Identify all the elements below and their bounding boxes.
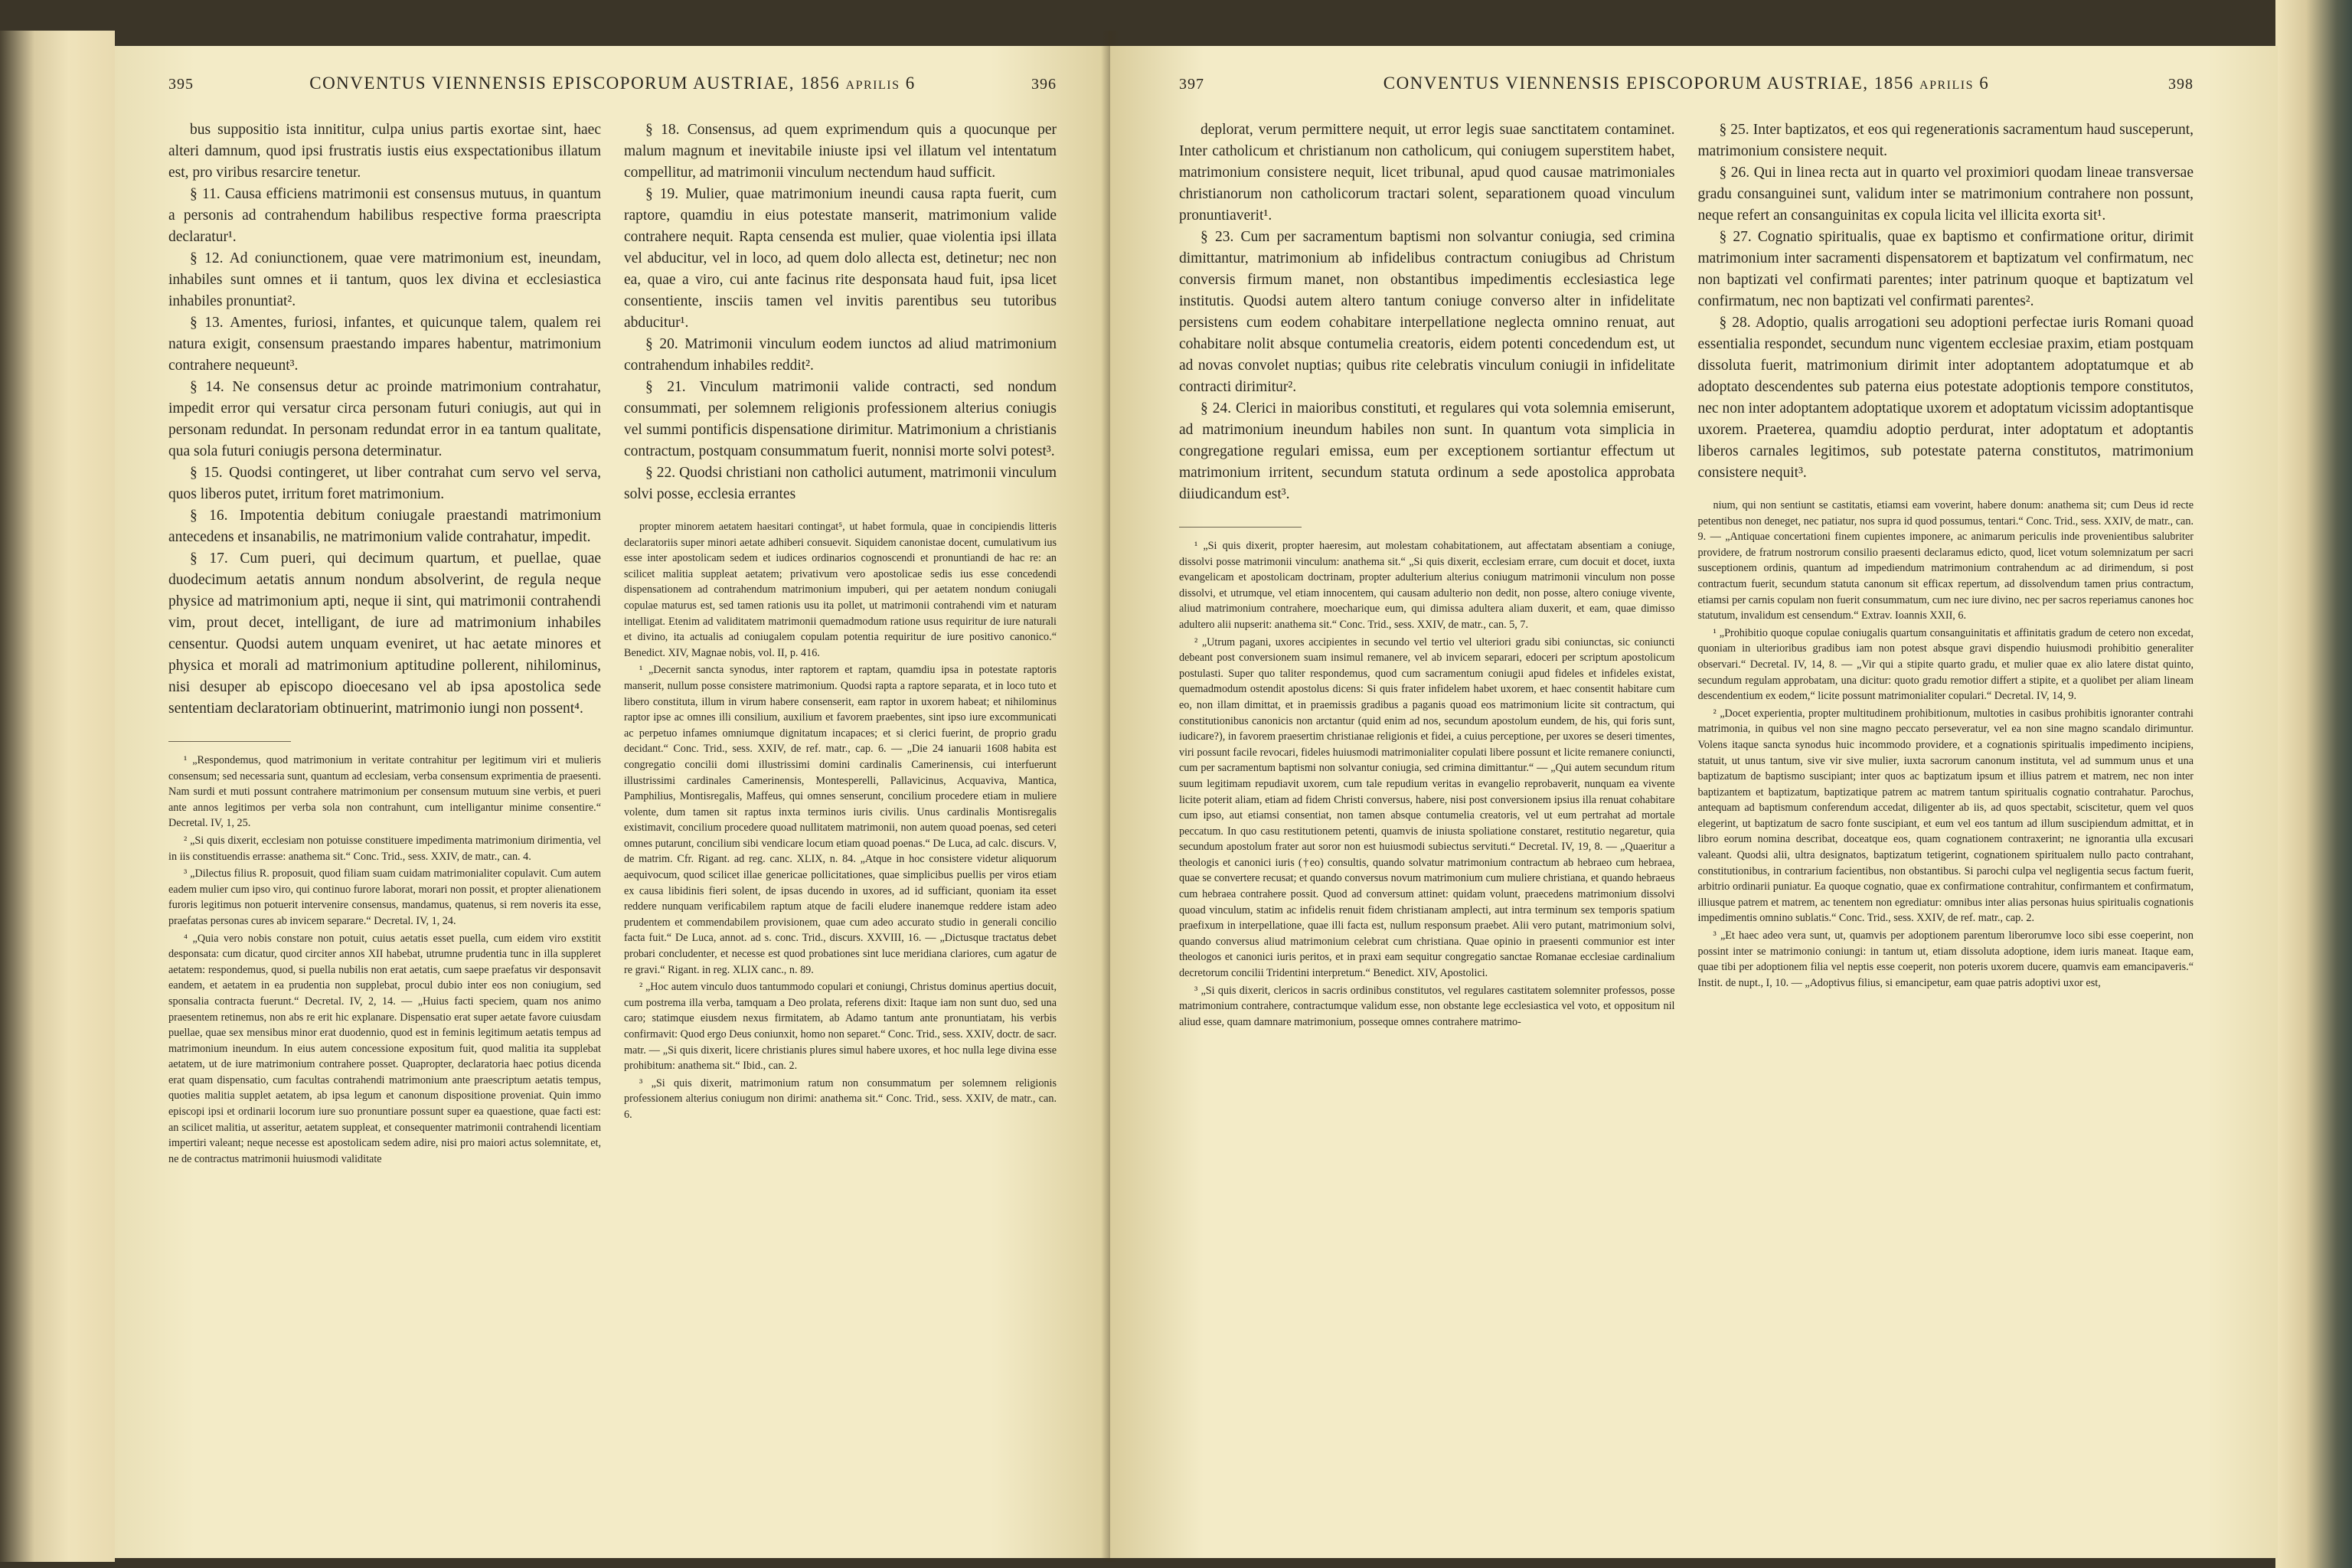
right-page-header bbox=[1179, 74, 2194, 109]
right-main-text bbox=[1179, 119, 2194, 1031]
left-footnotes-col2 bbox=[624, 519, 1057, 1123]
left-page bbox=[115, 46, 1110, 1558]
paragraph: § 28. Adoptio, qualis arrogationi seu adoptioni perfectae iuris Romani quoad essentialia respondet, secundum nunc vigentem ecclesiae praxim, etiam postquam dissoluta fuerit, matrimonium dirimit inter adoptantem adoptatumque et ab adoptato descendentes sub paterna eius potestate adoptionis tempore constitutos, nec non inter adoptantem adoptatique uxorem et adoptatum vicissim adoptantisque uxorem. Praeterea, quamdiu adoptio perdurat, inter adoptatum et adoptantis liberos carnales legitimos, sub potestate paterna constitutos, matrimonium consistere nequit³. bbox=[1697, 315, 2194, 481]
paragraph: § 25. Inter baptizatos, et eos qui regenerationis sacramentum haud susceperunt, matrimonium consistere nequit. bbox=[1697, 122, 2194, 159]
paragraph: § 15. Quodsi contingeret, ut liber contrahat cum servo vel serva, quos liberos putet, irritum foret matrimonium. bbox=[168, 465, 601, 502]
paragraph: bus suppositio ista innititur, culpa unius partis exortae sint, haec alteri damnum, quod ipsi frustratis iustis eius exspectationibus illatum est, pro viribus resarcire tenetur. bbox=[168, 122, 601, 181]
right-column-2 bbox=[1698, 119, 2194, 1031]
right-page bbox=[1110, 46, 2278, 1558]
right-running-title: CONVENTUS VIENNENSIS EPISCOPORUM AUSTRIAE, 1856 aprilis 6 bbox=[1383, 74, 1990, 93]
footnote: ² „Utrum pagani, uxores accipientes in secundo vel tertio vel ulteriori gradu sibi coniunctas, sic coniuncti debeant post conversionem suam insimul remanere, vel ab invicem separari, edoceri per scriptum apostolicum postulasti. Super quo taliter respondemus, quod cum sacramentum coniugii apud fideles et infideles existat, quemadmodum ostendit apostolus dicens: Si quis frater infidelem habet uxorem, et haec consentit habitare cum eo, non illam dimittat, et in praemissis gradibus a paganis quoad eos matrimonium licite sit contractum, qui constitutionibus canonicis non arctantur (quid enim ad nos, secundum apostolum eundem, de his, qui foris sunt, iudicare?), in favorem praesertim christianae religionis et fidei, a cuius perceptione, per uxores se deseri timentes, viri possunt facile revocari, fideles huiusmodi matrimonialiter copulati libere possunt et licite remanere coniuncti, cum per sacramentum baptismi non solvantur coniugia, sed crimina dimittantur.“ — „Qui autem secundum ritum suum legitimam repudiavit uxorem, cum tale repudium veritas in evangelio reprobaverit, nunquam ea vivente licite poterit aliam, etiam ad fidem Christi conversus, habere, nisi post conversionem ipsius illa renuat cohabitare cum ipso, aut etiamsi consentiat, non tamen absque contumelia creatoris, vel ut eum pertrahat ad mortale peccatum. In quo casu restitutionem petenti, quamvis de iniusta spoliatione constaret, restitutio negaretur, quia secundum apostolum frater aut soror non est huiusmodi subiectus servituti.“ Decretal. IV, 19, 8. — „Quaeritur a theologis et canonici iuris (†eo) consultis, quando solvatur matrimonium contractum ab hebraeo cum hebraea, quae se convertere recusat; et quando conversus novum matrimonium cum muliere christiana, et quando hebraeus cum hebraea contrahere possit. Quod ad conversum attinet: quidam volunt, praecedens matrimonium dissolvi quoad vinculum, statim ac infidelis renuit fidem christianam amplecti, aut intra terminum sex temporis spatium praefixum in interpellatione, quae illi facta est, nullum responsum praebet. Alii vero putant, matrimonium solvi, quando conversus aliud matrimonium celebrat cum christiana. Quae opinio in praesenti communior est inter theologos et canonici iuris peritos, et in praxi eam sequitur congregatio sanctae Romanae ecclesiae cardinalium decretorum concilii Tridentini interpretum.“ Benedict. XIV, Apostolici. bbox=[1179, 635, 1675, 980]
footnote: ² „Si quis dixerit, ecclesiam non potuisse constituere impedimenta matrimonium dirimentia, vel in iis constituendis errasse: anathema sit.“ Conc. Trid., sess. XXIV, de matr., can. 4. bbox=[168, 834, 601, 863]
footnote: ¹ „Si quis dixerit, propter haeresim, aut molestam cohabitationem, aut affectatam absentiam a coniuge, dissolvi posse matrimonii vinculum: anathema sit.“ „Si quis dixerit, ecclesiam errare, cum docuit et docet, iuxta evangelicam et apostolicam doctrinam, propter adulterium alterius coniugum matrimonii vinculum non posse dissolvi, et utrumque, vel etiam innocentem, qui causam adulterio non dedit, non posse, altero coniuge vivente, aliud matrimonium contrahere, moecharique eum, qui dimissa adultera aliam duxerit, et eam, quae dimisso adultero alii nupserit: anathema sit.“ Conc. Trid., sess. XXIV, de matr., can. 5, 7. bbox=[1179, 540, 1675, 631]
footnote: ¹ „Decernit sancta synodus, inter raptorem et raptam, quamdiu ipsa in potestate raptoris manserit, nullum posse consistere matrimonium. Quodsi rapta a raptore separata, et in loco tuto et libero constituta, illum in virum habere consenserit, eam raptor in uxorem habeat; et nihilominus raptor ipse ac omnes illi consilium, auxilium et favorem praebentes, sint ipso iure excommunicati ac perpetuo infames omniumque dignitatum incapaces; et si clerici fuerint, de proprio gradu decidant.“ Conc. Trid., sess. XXIV, de ref. matr., cap. 6. — „Die 24 ianuarii 1608 habita est congregatio concilii domi illustrissimi domini cardinalis Camerinensis, cui interfuerunt illustrissimi cardinales Camerinensis, Montesperelli, Pallavicinus, Acquaviva, Mantica, Pamphilius, Montisregalis, Maffeus, qui omnes senserunt, concilium procedere etiam in muliere volente, dum tamen sit raptus inxta terminos iuris civilis. Unus cardinalis Montisregalis existimavit, concilium procedere quoad nullitatem matrimonii, non autem quoad poenas, sed ceteri omnes putarunt, concilium sibi vendicare locum etiam quoad poenas.“ De Luca, ad calc. discurs. V, de matrim. Cfr. Rigant. ad reg. canc. XLIX, n. 84. „Atque in hoc consistere videtur aliquorum aequivocum, quod scilicet illae genericae pollicitationes, quae simplicibus puellis per viros etiam ex causa libidinis fieri solent, de ipsas ducendo in uxores, ad id sufficiant, quoniam ita esset reddere nunquam verificabilem raptum atque de facili eludere inanemque reddere istam adeo prudentem et commendabilem provisionem, quae cum adeo accurato studio in generali concilio facta fuit.“ De Luca, annot. ad s. conc. Trid., discurs. XXVIII, 16. — „Dictusque tractatus debet probari concludenter, et necesse est quod probationes sint luce meridiana clariores, cum agatur de re gravi.“ Rigant. in reg. XLIX canc., n. 89. bbox=[624, 664, 1057, 976]
paragraph: § 20. Matrimonii vinculum eodem iunctos ad aliud matrimonium contrahendum inhabiles reddit². bbox=[624, 336, 1057, 374]
footnote: ³ „Si quis dixerit, matrimonium ratum non consummatum per solemnem religionis professionem alterius coniugum non dirimi: anathema sit.“ Conc. Trid., sess. XXIV, de matr., can. 6. bbox=[624, 1076, 1057, 1121]
paragraph: § 11. Causa efficiens matrimonii est consensus mutuus, in quantum a personis ad contrahendum habilibus respective forma praescripta declaratur¹. bbox=[168, 186, 601, 245]
right-footnotes-col1 bbox=[1179, 538, 1675, 1030]
paragraph: § 13. Amentes, furiosi, infantes, et quicunque talem, qualem rei natura exigit, consensum praestando impares habentur, matrimonium contrahere nequeunt³. bbox=[168, 315, 601, 374]
right-page-number: 397 bbox=[1179, 76, 1204, 93]
paragraph: § 26. Qui in linea recta aut in quarto vel proximiori quodam lineae transversae gradu consanguinei sunt, validum inter se matrimonium contrahere non possunt, neque refert an consanguinitas ex copula licita vel illicita exorta sit¹. bbox=[1697, 165, 2194, 224]
footnote: ³ „Et haec adeo vera sunt, ut, quamvis per adoptionem parentum liberorumve loco sibi esse coeperint, non possint inter se matrimonio coniungi: in tantum ut, etiam dissoluta adoptione, idem iuris maneat. Itaque eam, quae tibi per adoptionem filia vel neptis esse coeperit, non poteris uxorem ducere, quamvis eam emancipaveris.“ Instit. de nupt., I, 10. — „Adoptivus filius, si emancipetur, eam quae patris adoptivi uxor est, bbox=[1697, 929, 2194, 989]
paragraph: § 19. Mulier, quae matrimonium ineundi causa rapta fuerit, cum raptore, quamdiu in eius potestate manserit, matrimonium valide contrahere nequit. Rapta censenda est mulier, quae violentia ipsi illata vel abducitur, vel in loco, ad quem dolo allecta est, detinetur; nec non ea, quae a viro, cui ante facinus rite desponsata haud fuit, ipsa licet consentiente, insciis tamen vel invitis parentibus seu tutoribus abducitur¹. bbox=[624, 186, 1057, 331]
footnote: ² „Hoc autem vinculo duos tantummodo copulari et coniungi, Christus dominus apertius docuit, cum postrema illa verba, tamquam a Deo prolata, referens dixit: Itaque iam non sunt duo, sed una caro; statimque eiusdem nexus firmitatem, ab Adamo tantum ante pronuntiatam, his verbis confirmavit: Quod ergo Deus coniunxit, homo non separet.“ Conc. Trid., sess. XXIV, doctr. de sacr. matr. — „Si quis dixerit, licere christianis plures simul habere uxores, et hoc nulla lege divina esse prohibitum: anathema sit.“ Ibid., can. 2. bbox=[624, 981, 1057, 1073]
footnote: ³ „Si quis dixerit, clericos in sacris ordinibus constitutos, vel regulares castitatem solemniter professos, posse matrimonium contrahere, contractumque validum esse, non obstante lege ecclesiastica vel voto, et oppositum nil aliud esse, quam damnare matrimonium, posseque omnes contrahere matrimo- bbox=[1179, 984, 1675, 1028]
footnote: ² „Docet experientia, propter multitudinem prohibitionum, multoties in casibus prohibitis ignoranter contrahi matrimonia, in quibus vel non sine magno peccato perseveratur, vel ea non sine magno scandalo dirimuntur. Volens itaque sancta synodus huic incommodo providere, et a cognationis spiritualis impedimento incipiens, statuit, ut unus tantum, sive vir sive mulier, iuxta sacrorum canonum instituta, vel ad summum unus et una baptizatum de baptismo suscipiant; inter quos ac baptizatum ipsum et illius patrem et matrem, nec non inter baptizantem et baptizatum, baptizatique patrem ac matrem tantum spiritualis cognatio contrahatur. Parochus, antequam ad baptismum conferendum accedat, diligenter ab iis, ad quos spectabit, sciscitetur, quem vel quos elegerint, ut baptizatum de sacro fonte suscipiant, et eum vel eos tantum ad illum suscipiendum admittat, et in libro eorum nomina describat, doceatque eos, quam cognationem contraxerint; ne ignorantia ulla excusari valeant. Quodsi alii, ultra designatos, baptizatum tetigerint, cognationem spiritualem nullo pacto contrahant, constitutionibus, in contrarium facientibus, non obstantibus. Si parochi culpa vel negligentia secus factum fuerit, arbitrio ordinarii puniatur. Ea quoque cognatio, quae ex confirmatione contrahitur, confirmantem et confirmatum, illiusque patrem et matrem, ac tenentem non egrediatur: omnibus inter alias personas huius spiritualis cognationis impedimentis omnino sublatis.“ Conc. Trid., sess. XXIV, de ref. matr., cap. 2. bbox=[1697, 707, 2194, 925]
footnote: ¹ „Prohibitio quoque copulae coniugalis quartum consanguinitatis et affinitatis gradum de cetero non excedat, quoniam in ulterioribus gradibus iam non potest absque gravi dispendio huiusmodi prohibitio generaliter observari.“ Decretal. IV, 14, 8. — „Vir qui a stipite quarto gradu, et mulier quae ex alio latere distat quinto, secundum regulam approbatam, una dicitur: quoto gradu remotior differt a stipite, et a quolibet per aliam lineam descendentium ex eodem,“ licite possunt matrimonialiter copulari.“ Decretal. IV, 14, 9. bbox=[1697, 626, 2194, 703]
left-page-number: 395 bbox=[168, 76, 194, 93]
paragraph: § 23. Cum per sacramentum baptismi non solvantur coniugia, sed crimina dimittantur, matrimonium ab infidelibus contractum coniugibus ad Christum conversis firmum manet, non obstantibus impedimentis ecclesiastica lege institutis. Quodsi autem altero tantum coniuge converso alter in infidelitate persistens cum eodem cohabitare interpellatione neglecta omnino renuat, aut cohabitare nolit absque contumelia creatoris, eidem potenti concedendum est, ut ad novas convolet nuptias; quibus rite celebratis vinculum coniugii in infidelitate contracti dirimitur². bbox=[1179, 229, 1675, 395]
footnote: ³ „Dilectus filius R. proposuit, quod filiam suam cuidam matrimonialiter copulavit. Cum autem eadem mulier cum ipso viro, qui continuo furore laborat, morari non possit, et propter alienationem furoris legitimus non potuerit intervenire consensus, mandamus, quatenus, si rem noveris ita esse, praefatas personas cures ab invicem separare.“ Decretal. IV, 1, 24. bbox=[168, 867, 601, 927]
paragraph: § 22. Quodsi christiani non catholici autument, matrimonii vinculum solvi posse, ecclesia errantes bbox=[624, 465, 1057, 502]
left-main-text bbox=[168, 119, 1057, 1168]
left-footnotes-col1 bbox=[168, 753, 601, 1167]
paragraph: § 27. Cognatio spiritualis, quae ex baptismo et confirmatione oritur, dirimit matrimonium inter sacramenti dispensatorem et baptizatum vel confirmatum, nec non baptizati vel confirmati parentes; inter patrinum quoque et baptizatum vel confirmatum, nec non baptizati vel confirmati parentes². bbox=[1697, 229, 2194, 309]
footnote: propter minorem aetatem haesitari contingat⁵, ut habet formula, quae in concipiendis litteris declaratoriis super minori aetate adhiberi consuevit. Siquidem canonistae docent, cumulativum ius esse inter apostolicam sedem et iudices ordinarios cognoscendi et pronuntiandi de hac re: an scilicet malitia suppleat aetatem; privativum vero apostolicae sedis ius esse concedendi dispensationem ad contrahendum matrimonium impuberi, qui per aetatem nondum coniugali copulae maturus est, sed tamen rationis usu ita pollet, ut matrimonii contrahendi vim et naturam intelligat. Etenim ad validitatem matrimonii quemadmodum ratione usus requiritur de iure naturali et divino, ita actualis ad coniugalem copulam potentia requiritur de iure positivo canonico.“ Benedict. XIV, Magnae nobis, vol. II, p. 416. bbox=[624, 521, 1057, 659]
footnote: ¹ „Respondemus, quod matrimonium in veritate contrahitur per legitimum viri et mulieris consensum; sed necessaria sunt, quantum ad ecclesiam, verba consensum exprimentia de praesenti. Nam surdi et muti possunt contrahere matrimonium per consensum mutuum sine verbis, et pueri ante annos legitimos per verba sola non contrahunt, cum intelligantur minime consentire.“ Decretal. IV, 1, 25. bbox=[168, 754, 601, 830]
paragraph: § 14. Ne consensus detur ac proinde matrimonium contrahatur, impedit error qui versatur circa personam futuri coniugis, aut qui in personam redundat. In personam redundat error in ea tantum qualitate, qua sola futuri coniugis persona determinatur. bbox=[168, 379, 601, 459]
footnote-divider bbox=[168, 741, 291, 742]
right-column-1 bbox=[1179, 119, 1675, 1031]
book-edge-left bbox=[0, 31, 115, 1562]
paragraph: § 17. Cum pueri, qui decimum quartum, et puellae, quae duodecimum aetatis annum nondum absolverint, de regula neque physice ad matrimonium apti, neque ii sint, qui matrimonii contrahendi vim, prout decet, intelligant, de iure ad matrimonium inhabiles censentur. Quodsi autem unquam eveniret, ut hac aetate minores et physica et morali ad matrimonium aptitudine pollerent, nihilominus, nisi desuper ab episcopo dioecesano vel ab ipsa apostolica sede sententiam declaratoriam obtinuerint, matrimonio iungi non possent⁴. bbox=[168, 550, 601, 717]
left-page-number-secondary: 396 bbox=[1031, 76, 1057, 93]
paragraph: § 12. Ad coniunctionem, quae vere matrimonium est, ineundam, inhabiles sunt omnes et ii tantum, quos lex divina et ecclesiastica inhabiles pronuntiat². bbox=[168, 250, 601, 309]
paragraph: § 21. Vinculum matrimonii valide contracti, sed nondum consummati, per solemnem religionis professionem alterius coniugis vel summi pontificis dispensatione dirimitur. Matrimonium a christianis contractum, postquam consummatum fuerit, nonnisi morte solvi potest³. bbox=[624, 379, 1057, 459]
right-footnotes-col2 bbox=[1698, 498, 2194, 991]
left-column-2 bbox=[624, 119, 1057, 1168]
left-page-header bbox=[168, 74, 1057, 109]
footnote: ⁴ „Quia vero nobis constare non potuit, cuius aetatis esset puella, cum eidem viro exstitit desponsata: cum dicatur, quod circiter annos XII habebat, utrumne prudentia tunc in illa suppleret aetatem: respondemus, quod, si puella nubilis non erat aetatis, cum saepe praefatus vir desponsavit eandem, et aetatem in ea prudentia non supplebat, procul dubio inter eos non coniugium, sed sponsalia contracta fuerunt.“ Decretal. IV, 2, 14. — „Huius facti speciem, quam nos animo praesentem retinemus, non abs re erit hic explanare. Dispensatio erat super aetate favore cuiusdam puellae, quae sex mensibus minor erat duodennio, quod est in feminis legitimum aetatis tempus ad matrimonium ineundum. In eius autem concessione expositum fuit, quod malitia ita supplebat aetatem, ut de iure matrimonium contrahere posset. Quapropter, declaratoria haec potius dicenda erat quam dispensatio, cum facultas contrahendi matrimonium ante praescriptum aetatis tempus, quoties malitia supplet aetatem, ab ipsa legum et canonum dispositione proveniat. Quin immo episcopi ipsi et ordinarii locorum iure suo pronuntiare possunt super ea quaestione, quae facti est: an scilicet malitia, ut asseritur, aetatem suppleat, et consequenter matrimonii contrahendi licentiam impertiri valeant; neque necesse est apostolicam sedem adire, nisi pro maiori actus solemnitate, et, ne de contractus matrimonii huiusmodi validitate bbox=[168, 932, 601, 1165]
paragraph: § 18. Consensus, ad quem exprimendum quis a quocunque per malum magnum et inevitabile iniuste ipsi vel illatum vel intentatum compellitur, ad matrimonii vinculum nectendum haud sufficit. bbox=[624, 122, 1057, 181]
paragraph: § 24. Clerici in maioribus constituti, et regulares qui vota solemnia emiserunt, ad matrimonium ineundum habiles non sunt. In quantum vota simplicia in congregatione regulari emissa, eum per exceptionem sortiantur effectum ut matrimonium irritent, secundum statuta ordinum a sede apostolica approbata diiudicandum est³. bbox=[1179, 400, 1675, 502]
footnote-divider bbox=[1179, 527, 1302, 528]
paragraph: § 16. Impotentia debitum coniugale praestandi matrimonium antecedens et insanabilis, ne matrimonium valide contrahatur, impedit. bbox=[168, 508, 601, 545]
footnote: nium, qui non sentiunt se castitatis, etiamsi eam voverint, habere donum: anathema sit; cum Deus id recte petentibus non deneget, nec patiatur, nos supra id quod possumus, tentari.“ Conc. Trid., sess. XXIV, de matr., can. 9. — „Antiquae concertationi finem cupientes imponere, ac animarum periculis inde provenientibus salubriter providere, de fratrum nostrorum consilio praesenti declaramus edicto, quod, licet votum solemnizatum per sacri susceptionem ordinis, quantum ad impediendum matrimonium contrahendum ac ad dirimendum, si post contractum fuerit, secundum statuta canonum sit efficax repertum, ad dissolvendum tamen prius contractum, etiamsi per carnis copulam non fuerit consummatum, cum nec iure divino, nec per sacros reperiamus canones hoc statutum, invalidum est censendum.“ Extrav. Ioannis XXII, 6. bbox=[1697, 499, 2194, 622]
book-edge-right bbox=[2275, 0, 2352, 1568]
left-column-1 bbox=[168, 119, 601, 1168]
left-running-title: CONVENTUS VIENNENSIS EPISCOPORUM AUSTRIAE, 1856 aprilis 6 bbox=[309, 74, 916, 93]
right-page-number-secondary: 398 bbox=[2168, 76, 2194, 93]
paragraph: deplorat, verum permittere nequit, ut error legis suae sanctitatem contaminet. Inter catholicum et christianum non catholicum, qui coniugem superstitem habet, matrimonium consistere nequit, licet tribunal, apud quod causae matrimoniales christianorum non catholicorum tractari solent, separationem quoad vinculum pronuntiaverit¹. bbox=[1179, 122, 1675, 224]
